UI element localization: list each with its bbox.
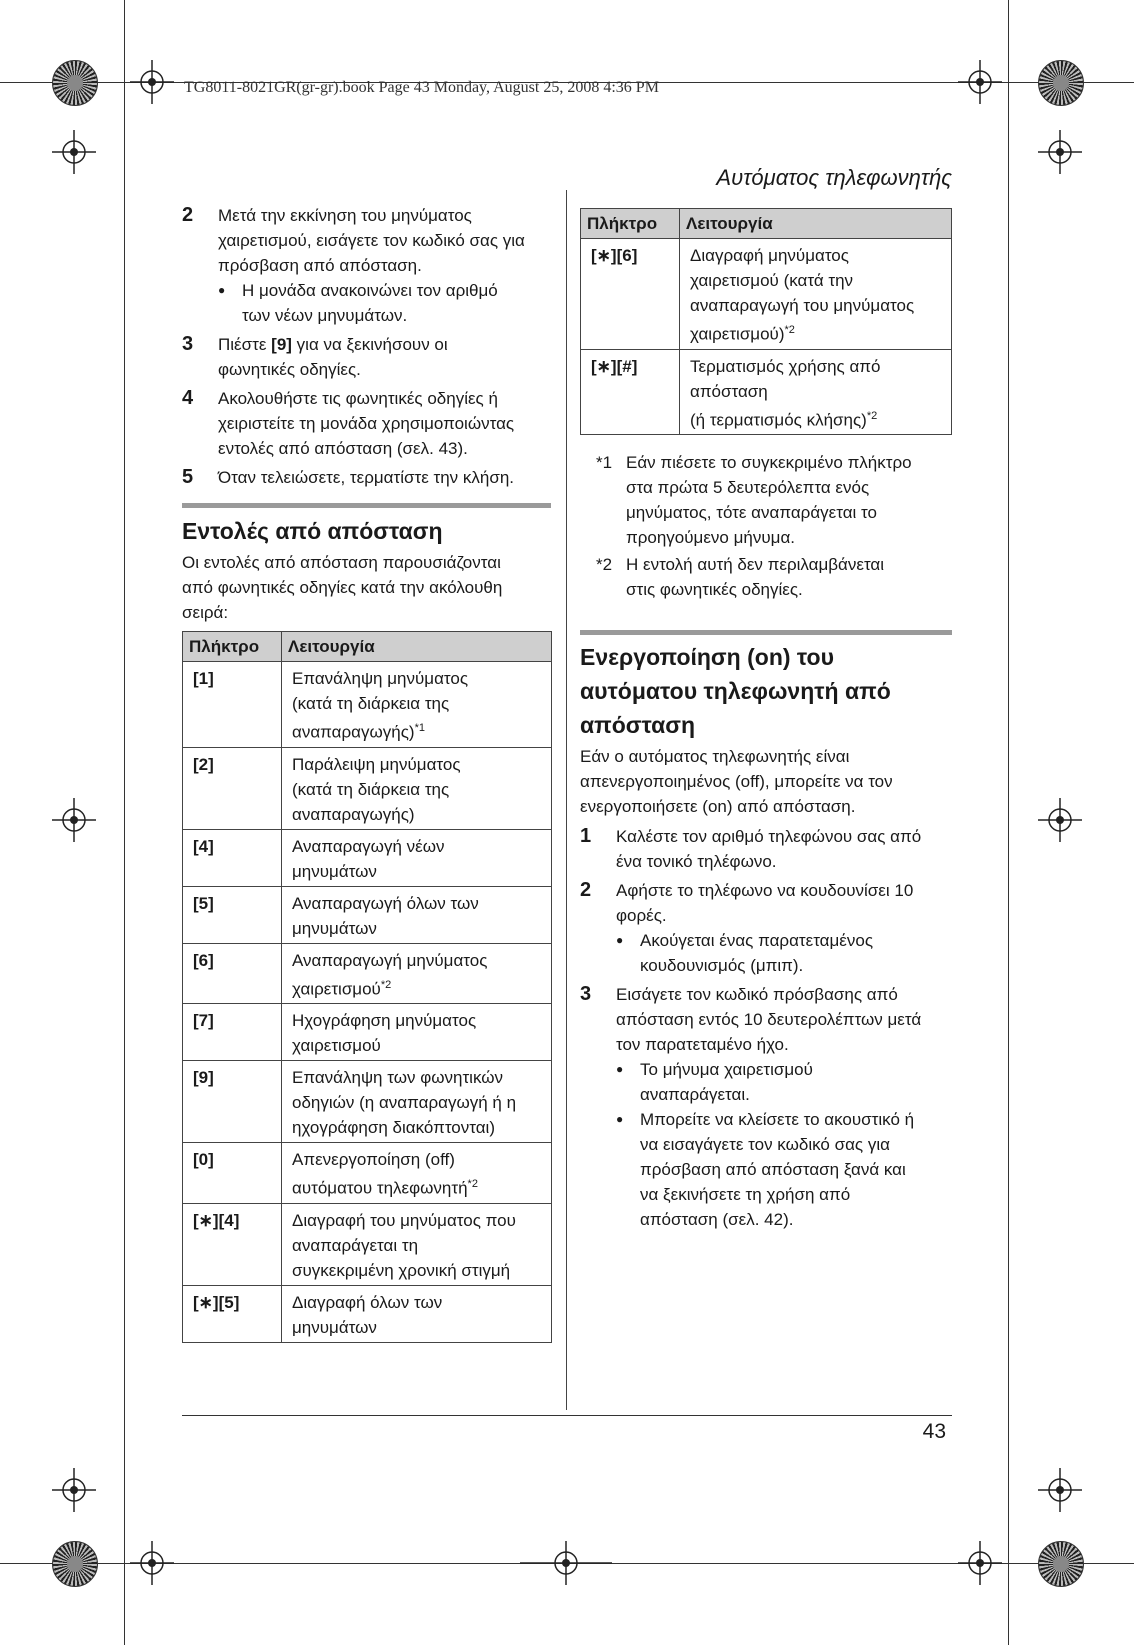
key-cell: [0] xyxy=(183,1143,282,1204)
bullet-item: ● Ακούγεται ένας παρατεταμένος κουδουνισμός (μπιπ). xyxy=(640,928,960,978)
table-row xyxy=(183,1203,552,1285)
step-5 xyxy=(182,465,562,490)
table-row xyxy=(183,1061,552,1143)
section-intro: Οι εντολές από απόσταση παρουσιάζονται από φωνητικές οδηγίες κατά την ακόλουθη σειρά: xyxy=(182,553,503,622)
table-row xyxy=(183,943,552,1004)
table-row xyxy=(581,239,952,350)
step-3 xyxy=(182,332,562,382)
step-text: Αφήστε το τηλέφωνο να κουδουνίσει 10 φορές. ● Ακούγεται ένας παρατεταμένος κουδουνισμός (μπιπ). xyxy=(616,878,960,978)
step-text: Ακολουθήστε τις φωνητικές οδηγίες ή χειριστείτε τη μονάδα χρησιμοποιώντας εντολές από απόσταση (σελ. 43). xyxy=(218,389,515,458)
table-row xyxy=(183,1285,552,1342)
step-2 xyxy=(182,203,562,328)
footnote-mark: *1 xyxy=(596,453,613,472)
page-number: 43 xyxy=(922,1420,946,1443)
function-cell: Διαγραφή του μηνύματος που αναπαράγεται τη συγκεκριμένη χρονική στιγμή xyxy=(282,1203,552,1285)
function-cell: Αναπαραγωγή όλων των μηνυμάτων xyxy=(282,886,552,943)
step-text: Πιέστε [9] για να ξεκινήσουν οι φωνητικές οδηγίες. xyxy=(218,335,448,379)
column-header-function: Λειτουργία xyxy=(680,209,952,239)
page-header-title: Αυτόματος τηλεφωνητής xyxy=(716,165,952,190)
section-title-remote-commands: Εντολές από απόσταση xyxy=(182,518,443,544)
footnote: *1 Εάν πιέσετε το συγκεκριμένο πλήκτρο στα πρώτα 5 δευτερόλεπτα ενός μηνύματος, τότε αναπαράγεται το προηγούμενο μήνυμα. xyxy=(596,450,956,550)
key-cell: [∗][6] xyxy=(581,239,680,350)
bullet-item: ● Το μήνυμα χαιρετισμού αναπαράγεται. xyxy=(640,1057,960,1107)
section-rule xyxy=(580,630,952,635)
table-row xyxy=(183,1004,552,1061)
key-cell: [4] xyxy=(183,829,282,886)
footnote-mark: *2 xyxy=(596,555,613,574)
step-text: Εισάγετε τον κωδικό πρόσβασης από απόσταση εντός 10 δευτερολέπτων μετά τον παρατεταμένο ήχο. ● Το μήνυμα χαιρετισμού αναπαράγεται. ● Μπορείτε να κλείσετε το ακουστικό ή να εισαγάγετε τον κωδικό σας για πρόσβαση από απόσταση ξανά και να ξεκινήσετε τη χρήση από απόσταση (σελ. 42). xyxy=(616,982,960,1232)
column-header-function: Λειτουργία xyxy=(282,632,552,662)
table-row xyxy=(581,349,952,435)
function-cell: Τερματισμός χρήσης από απόσταση (ή τερματισμός κλήσης)$^{*2}$ xyxy=(680,349,952,435)
step-number: 5 xyxy=(182,466,194,488)
function-cell: Διαγραφή όλων των μηνυμάτων xyxy=(282,1285,552,1342)
key-cell: [7] xyxy=(183,1004,282,1061)
column-divider xyxy=(566,190,567,1410)
bullet-item: ● Η μονάδα ανακοινώνει τον αριθμό των νέων μηνυμάτων. xyxy=(242,278,562,328)
step-text: Όταν τελειώσετε, τερματίστε την κλήση. xyxy=(218,468,515,487)
step-1 xyxy=(580,824,960,874)
remote-commands-table xyxy=(182,631,552,1343)
step-number: 3 xyxy=(182,333,194,355)
step-2 xyxy=(580,878,960,978)
function-cell: Αναπαραγωγή νέων μηνυμάτων xyxy=(282,829,552,886)
section-rule xyxy=(182,503,551,508)
step-number: 3 xyxy=(580,983,592,1005)
function-cell: Αναπαραγωγή μηνύματος χαιρετισμού$^{*2}$ xyxy=(282,943,552,1004)
column-header-key: Πλήκτρο xyxy=(581,209,680,239)
step-number: 2 xyxy=(182,204,194,226)
bullet-item: ● Μπορείτε να κλείσετε το ακουστικό ή να εισαγάγετε τον κωδικό σας για πρόσβαση από απόσταση ξανά και να ξεκινήσετε τη χρήση από απόσταση (σελ. 42). xyxy=(640,1107,960,1232)
step-text: Καλέστε τον αριθμό τηλεφώνου σας από ένα τονικό τηλέφωνο. xyxy=(616,827,922,871)
column-header-key: Πλήκτρο xyxy=(183,632,282,662)
function-cell: Απενεργοποίηση (off) αυτόματου τηλεφωνητή$^{*2}$ xyxy=(282,1143,552,1204)
step-4 xyxy=(182,386,562,461)
book-slug: TG8011-8021GR(gr-gr).book Page 43 Monday, August 25, 2008 4:36 PM xyxy=(184,79,659,96)
key-cell: [∗][#] xyxy=(581,349,680,435)
function-cell: Παράλειψη μηνύματος (κατά τη διάρκεια της αναπαραγωγής) xyxy=(282,747,552,829)
table-row xyxy=(183,829,552,886)
key-cell: [∗][4] xyxy=(183,1203,282,1285)
table-row xyxy=(183,662,552,748)
table-row xyxy=(183,1143,552,1204)
footer-rule xyxy=(182,1415,952,1416)
key-cell: [1] xyxy=(183,662,282,748)
table-row xyxy=(183,886,552,943)
section-title-remote-on: Ενεργοποίηση (on) του αυτόματου τηλεφωνητή από απόσταση xyxy=(580,644,891,738)
key-cell: [9] xyxy=(183,1061,282,1143)
function-cell: Επανάληψη των φωνητικών οδηγιών (η αναπαραγωγή ή η ηχογράφηση διακόπτονται) xyxy=(282,1061,552,1143)
step-number: 1 xyxy=(580,825,592,847)
section-intro: Εάν ο αυτόματος τηλεφωνητής είναι απενεργοποιημένος (off), μπορείτε να τον ενεργοποιήσετε (on) από απόσταση. xyxy=(580,747,893,816)
function-cell: Ηχογράφηση μηνύματος χαιρετισμού xyxy=(282,1004,552,1061)
table-row xyxy=(183,747,552,829)
step-text: Μετά την εκκίνηση του μηνύματος χαιρετισμού, εισάγετε τον κωδικό σας για πρόσβαση από απόσταση. ● Η μονάδα ανακοινώνει τον αριθμό των νέων μηνυμάτων. xyxy=(218,203,562,328)
step-3 xyxy=(580,982,960,1232)
step-number: 4 xyxy=(182,387,194,409)
key-cell: [∗][5] xyxy=(183,1285,282,1342)
footnote: *2 Η εντολή αυτή δεν περιλαμβάνεται στις φωνητικές οδηγίες. xyxy=(596,552,956,602)
function-cell: Επανάληψη μηνύματος (κατά τη διάρκεια της αναπαραγωγής)$^{*1}$ xyxy=(282,662,552,748)
key-cell: [5] xyxy=(183,886,282,943)
key-cell: [6] xyxy=(183,943,282,1004)
key-cell: [2] xyxy=(183,747,282,829)
step-number: 2 xyxy=(580,879,592,901)
remote-commands-table-continued xyxy=(580,208,952,435)
function-cell: Διαγραφή μηνύματος χαιρετισμού (κατά την αναπαραγωγή του μηνύματος χαιρετισμού)$^{*2}$ xyxy=(680,239,952,350)
